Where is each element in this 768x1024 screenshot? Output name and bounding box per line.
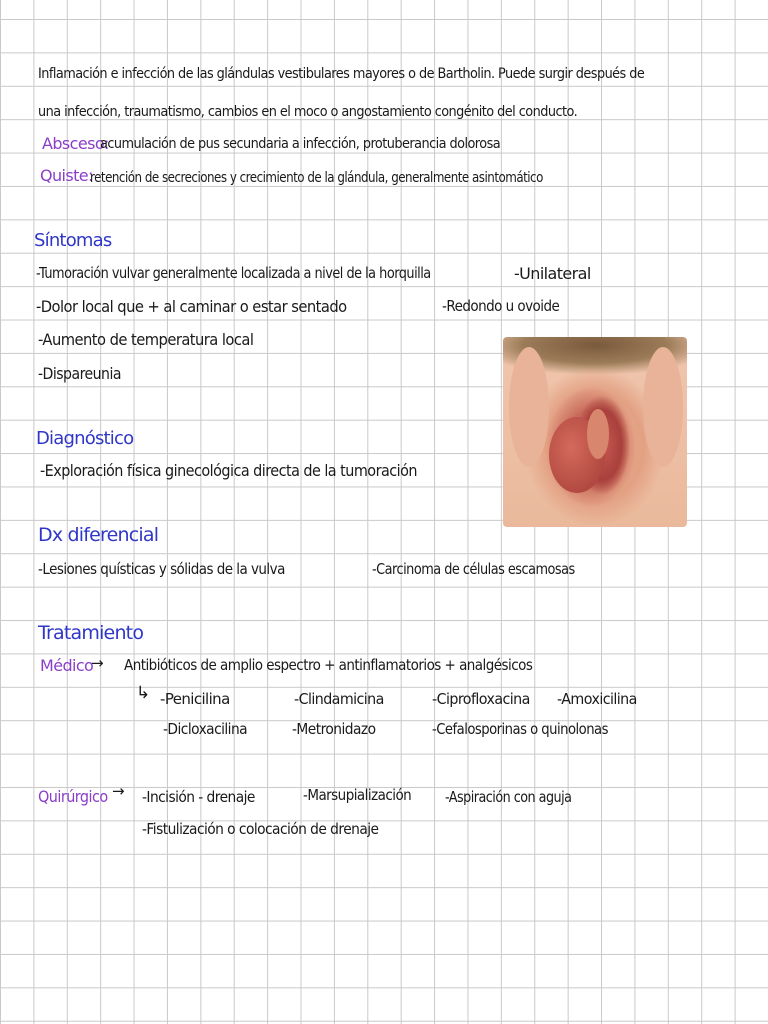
drug-item: -Clindamicina: [294, 690, 384, 708]
term-absceso: Absceso:: [42, 134, 109, 153]
arrow-icon: →: [91, 654, 104, 672]
skin-fold: [643, 347, 683, 467]
medico-main: Antibióticos de amplio espectro + antinflamatorios + analgésicos: [124, 656, 533, 674]
definition-quiste: retención de secreciones y crecimiento de la glándula, generalmente asintomático: [90, 170, 543, 186]
drug-item: -Metronidazo: [292, 720, 376, 738]
arrow-icon: →: [112, 782, 125, 800]
quirurgico-item: -Incisión - drenaje: [142, 788, 255, 806]
definition-absceso: acumulación de pus secundaria a infección, protuberancia dolorosa: [100, 136, 501, 152]
intro-line-1: Inflamación e infección de las glándulas vestibulares mayores o de Bartholin. Puede surgir después de: [38, 66, 645, 82]
quirurgico-item: -Fistulización o colocación de drenaje: [142, 820, 379, 838]
sintoma-item: -Dispareunia: [38, 364, 121, 383]
heading-dx-diferencial: Dx diferencial: [38, 524, 159, 546]
label-quirurgico: Quirúrgico: [38, 787, 108, 806]
heading-tratamiento: Tratamiento: [38, 622, 144, 644]
skin-fold: [587, 409, 609, 459]
drug-item: -Penicilina: [160, 690, 230, 708]
drug-item: -Cefalosporinas o quinolonas: [432, 720, 608, 738]
dx-item: -Lesiones quísticas y sólidas de la vulva: [38, 560, 285, 578]
dx-item: -Carcinoma de células escamosas: [372, 560, 575, 578]
skin-fold: [509, 347, 549, 467]
quirurgico-item: -Aspiración con aguja: [445, 788, 572, 806]
drug-item: -Dicloxacilina: [163, 720, 248, 738]
sintoma-item: -Aumento de temperatura local: [38, 330, 254, 349]
label-medico: Médico: [40, 656, 94, 675]
sintoma-side-item: -Unilateral: [514, 264, 591, 283]
intro-line-2: una infección, traumatismo, cambios en el moco o angostamiento congénito del conducto.: [38, 104, 578, 120]
heading-sintomas: Síntomas: [34, 230, 112, 251]
drug-item: -Ciprofloxacina: [432, 690, 530, 708]
diagnostico-item: -Exploración física ginecológica directa de la tumoración: [40, 461, 417, 480]
drug-item: -Amoxicilina: [557, 690, 637, 708]
term-quiste: Quiste:: [40, 166, 93, 185]
sintoma-item: -Tumoración vulvar generalmente localizada a nivel de la horquilla: [36, 264, 431, 282]
heading-diagnostico: Diagnóstico: [36, 428, 134, 449]
sintoma-side-item: -Redondo u ovoide: [442, 297, 560, 315]
sintoma-item: -Dolor local que + al caminar o estar sentado: [36, 297, 347, 316]
hook-arrow-icon: ↳: [136, 683, 151, 703]
quirurgico-item: -Marsupialización: [303, 786, 412, 804]
clinical-photo: [503, 337, 687, 527]
